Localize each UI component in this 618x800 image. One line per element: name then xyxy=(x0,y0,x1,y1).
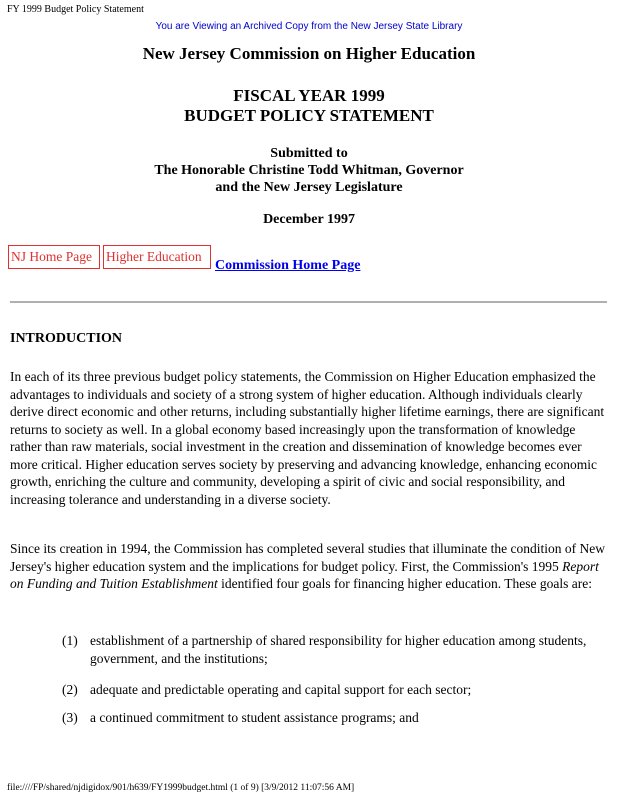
submitted-line2: The Honorable Christine Todd Whitman, Governor xyxy=(154,163,464,178)
intro-paragraph-1: In each of its three previous budget policy statements, the Commission on Higher Education emphasized the advantages to individuals and society of a strong system of higher education. Although individuals clearly derive direct economic and other returns, including substantially higher lifetime earnings, there are significant returns to society as well. In a global economy based increasingly upon the transformation of knowledge rather than raw materials, social investment in the creation and dissemination of knowledge becomes ever more critical. Higher education serves society by preserving and advancing knowledge, enhancing economic growth, enriching the culture and community, developing a spirit of civic and social responsibility, and increasing tolerance and understanding in a diverse society. xyxy=(10,369,605,507)
document-title-line2: BUDGET POLICY STATEMENT xyxy=(184,106,434,125)
document-date: December 1997 xyxy=(263,212,355,227)
intro-paragraph-2 xyxy=(10,540,610,593)
report-title: Report on Funding and Tuition Establishment xyxy=(10,558,599,591)
list-item-text: establishment of a partnership of shared responsibility for higher education among students, government, and the institutions; xyxy=(90,633,587,666)
list-item-number: (3) xyxy=(62,710,78,725)
higher-education-button[interactable]: Higher Education xyxy=(103,245,211,269)
print-footer: file:////FP/shared/njdigidox/901/h639/FY1999budget.html (1 of 9) [3/9/2012 11:07:56 AM] xyxy=(7,783,355,793)
list-item-text: adequate and predictable operating and capital support for each sector; xyxy=(90,682,472,697)
horizontal-divider xyxy=(10,301,607,303)
submitted-line1: Submitted to xyxy=(270,146,348,161)
commission-title: New Jersey Commission on Higher Education xyxy=(142,44,476,63)
submitted-block xyxy=(0,145,618,196)
paragraph2-text-b: identified four goals for financing higher education. These goals are: xyxy=(217,576,593,591)
nj-home-page-button[interactable]: NJ Home Page xyxy=(8,245,100,269)
document-title xyxy=(0,86,618,126)
list-item-number: (2) xyxy=(62,682,78,697)
list-item-text: a continued commitment to student assistance programs; and xyxy=(90,710,419,725)
submitted-line3: and the New Jersey Legislature xyxy=(215,180,403,195)
browser-print-header: FY 1999 Budget Policy Statement xyxy=(7,4,144,15)
paragraph2-text-a: Since its creation in 1994, the Commission has completed several studies that illuminate the condition of New Jersey's higher education system and the implications for budget policy. First, the Commission's 1995 xyxy=(10,541,606,574)
commission-home-page-link[interactable]: Commission Home Page xyxy=(215,258,361,273)
list-item-number: (1) xyxy=(62,633,78,648)
document-title-line1: FISCAL YEAR 1999 xyxy=(233,86,385,105)
archive-notice: You are Viewing an Archived Copy from the New Jersey State Library xyxy=(155,21,463,32)
section-heading: INTRODUCTION xyxy=(10,331,123,346)
